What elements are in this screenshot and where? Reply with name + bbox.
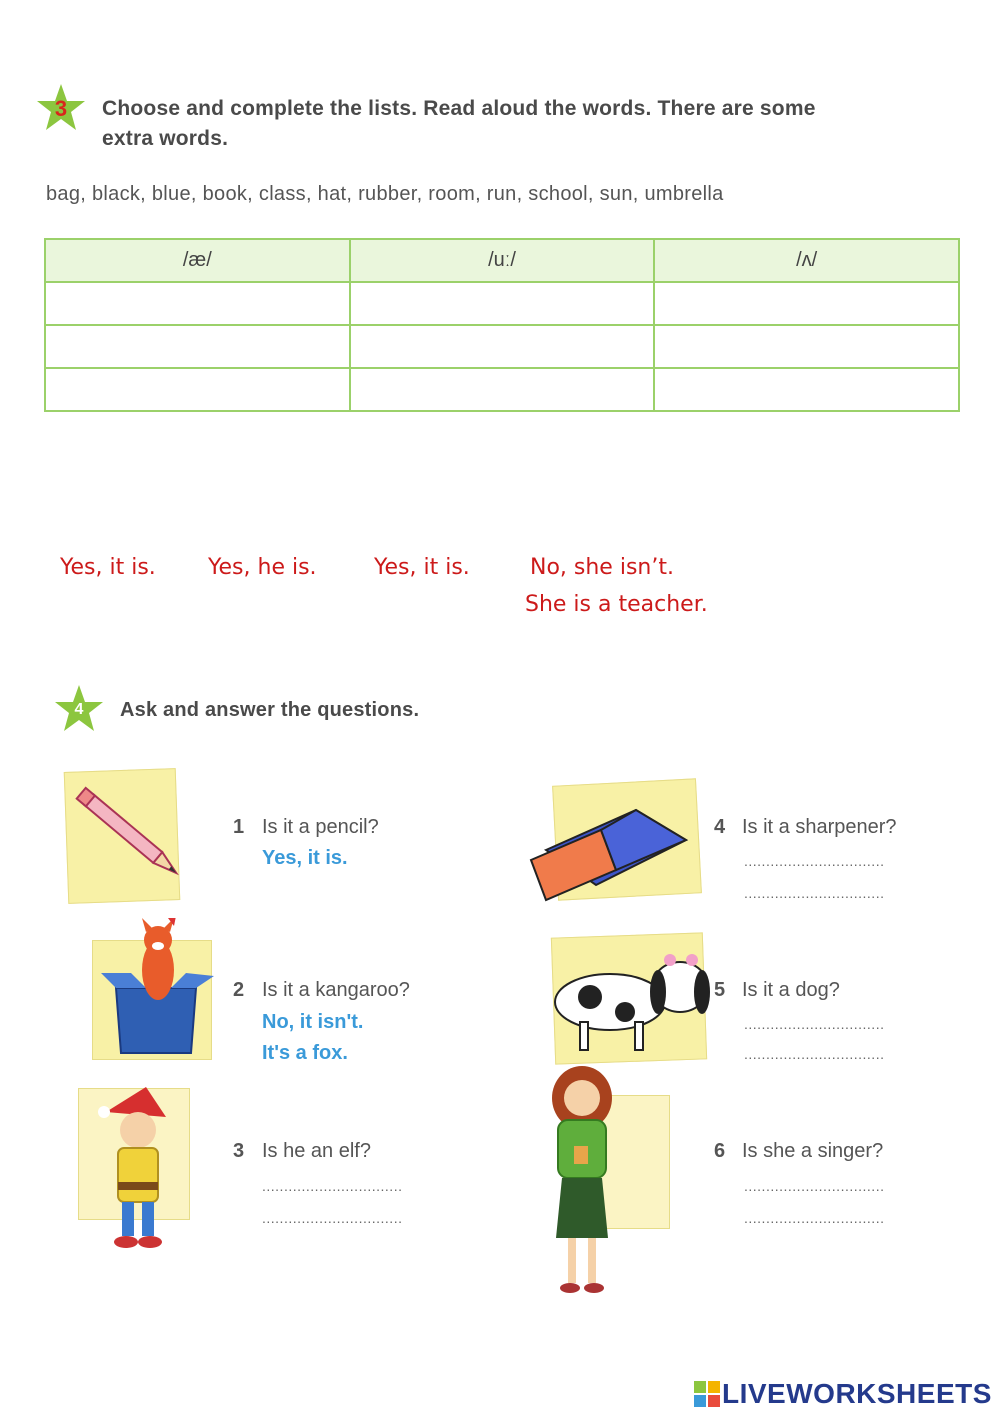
answer-line[interactable]: ................................ bbox=[744, 885, 885, 901]
answer-line[interactable]: ................................ bbox=[744, 853, 885, 869]
answer-line[interactable]: ................................ bbox=[262, 1210, 403, 1226]
answer-cell[interactable] bbox=[45, 368, 350, 411]
dog-icon bbox=[540, 942, 720, 1062]
answer-cell[interactable] bbox=[45, 282, 350, 325]
word-bank: bag, black, blue, book, class, hat, rubber, room, run, school, sun, umbrella bbox=[46, 183, 724, 205]
question-text: Is it a pencil? bbox=[262, 816, 379, 838]
answer-cell[interactable] bbox=[350, 368, 655, 411]
exercise-4-number: 4 bbox=[74, 701, 84, 718]
pencil-icon bbox=[66, 780, 196, 890]
question-number: 3 bbox=[233, 1140, 245, 1162]
answer-line[interactable]: ................................ bbox=[262, 1178, 403, 1194]
logo-mark-icon bbox=[694, 1381, 720, 1407]
question-number: 1 bbox=[233, 816, 245, 838]
table-row bbox=[45, 368, 959, 411]
question-number: 2 bbox=[233, 979, 245, 1001]
exercise-3-star-icon bbox=[34, 82, 88, 136]
logo-text: LIVEWORKSHEETS bbox=[722, 1378, 992, 1409]
question-answer: No, it isn't. bbox=[262, 1011, 364, 1033]
answer-cell[interactable] bbox=[45, 325, 350, 368]
answer-line[interactable]: ................................ bbox=[744, 1210, 885, 1226]
question-number: 4 bbox=[714, 816, 726, 838]
question-text: Is he an elf? bbox=[262, 1140, 371, 1162]
table-header-row bbox=[45, 239, 959, 282]
answer-cell[interactable] bbox=[654, 368, 959, 411]
answer-line[interactable]: ................................ bbox=[744, 1046, 885, 1062]
answer-option-4b[interactable]: She is a teacher. bbox=[525, 592, 708, 617]
phonics-table bbox=[44, 238, 960, 412]
question-answer: It's a fox. bbox=[262, 1042, 348, 1064]
answer-cell[interactable] bbox=[350, 282, 655, 325]
exercise-4-instruction: Ask and answer the questions. bbox=[120, 699, 420, 721]
table-row bbox=[45, 325, 959, 368]
answer-option-1[interactable]: Yes, it is. bbox=[60, 555, 156, 580]
answer-option-3[interactable]: Yes, it is. bbox=[374, 555, 470, 580]
question-answer: Yes, it is. bbox=[262, 847, 348, 869]
answer-cell[interactable] bbox=[350, 325, 655, 368]
woman-teacher-icon bbox=[530, 1058, 640, 1298]
answer-line[interactable]: ................................ bbox=[744, 1016, 885, 1032]
rubber-eraser-icon bbox=[526, 790, 696, 910]
answer-option-4[interactable]: No, she isn’t. bbox=[530, 555, 674, 580]
question-number: 6 bbox=[714, 1140, 726, 1162]
exercise-3-instruction bbox=[102, 94, 816, 154]
question-text: Is it a dog? bbox=[742, 979, 840, 1001]
elf-icon bbox=[86, 1082, 196, 1262]
exercise-3-number: 3 bbox=[54, 96, 68, 121]
header-ae: /æ/ bbox=[45, 239, 350, 282]
header-uh: /ʌ/ bbox=[654, 239, 959, 282]
question-text: Is it a kangaroo? bbox=[262, 979, 410, 1001]
instruction-line-2: extra words. bbox=[102, 127, 229, 150]
answer-cell[interactable] bbox=[654, 282, 959, 325]
question-text: Is it a sharpener? bbox=[742, 816, 897, 838]
instruction-line-1: Choose and complete the lists. Read aloud the words. There are some bbox=[102, 97, 816, 120]
table-row bbox=[45, 282, 959, 325]
answer-line[interactable]: ................................ bbox=[744, 1178, 885, 1194]
liveworksheets-logo[interactable] bbox=[694, 1378, 992, 1410]
answer-cell[interactable] bbox=[654, 325, 959, 368]
header-uu: /uː/ bbox=[350, 239, 655, 282]
question-number: 5 bbox=[714, 979, 726, 1001]
answer-option-2[interactable]: Yes, he is. bbox=[208, 555, 317, 580]
fox-in-box-icon bbox=[96, 918, 221, 1058]
exercise-4-star-icon bbox=[52, 683, 106, 737]
question-text: Is she a singer? bbox=[742, 1140, 884, 1162]
